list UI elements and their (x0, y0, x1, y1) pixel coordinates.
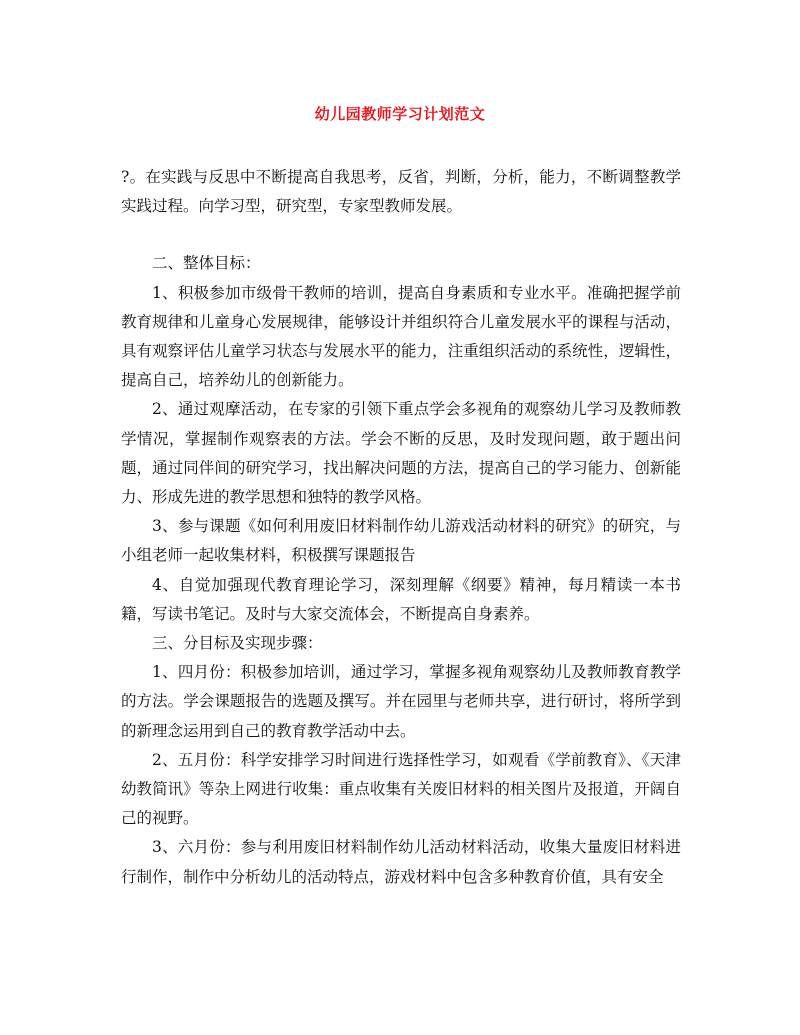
paragraph-goal-1: 1、积极参加市级骨干教师的培训，提高自身素质和专业水平。准确把握学前教育规律和儿童身心发展规律，能够设计并组织符合儿童发展水平的课程与活动，具有观察评估儿童学习状态与发展水平的能力，注重组织活动的系统性，逻辑性，提高自己，培养幼儿的创新能力。 (121, 283, 681, 390)
paragraph-june: 3、六月份：参与利用废旧材料制作幼儿活动材料活动，收集大量废旧材料进行制作，制作中分析幼儿的活动特点，游戏材料中包含多种教育价值，具有安全 (121, 838, 681, 886)
paragraph-goal-2: 2、通过观摩活动，在专家的引领下重点学会多视角的观察幼儿学习及教师教学情况，掌握制作观察表的方法。学会不断的反思，及时发现问题，敢于题出问题，通过同伴间的研究学习，找出解决问题的方法，提高自己的学习能力、创新能力、形成先进的教学思想和独特的教学风格。 (121, 400, 681, 507)
paragraph-goal-3: 3、参与课题《如何利用废旧材料制作幼儿游戏活动材料的研究》的研究，与小组老师一起收集材料，积极撰写课题报告 (121, 517, 681, 565)
document-title: 幼儿园教师学习计划范文 (314, 105, 486, 123)
paragraph-april: 1、四月份：积极参加培训，通过学习，掌握多视角观察幼儿及教师教育教学的方法。学会课题报告的选题及撰写。并在园里与老师共享，进行研讨，将所学到的新理念运用到自己的教育教学活动中去。 (121, 663, 681, 740)
paragraph-intro: ?。在实践与反思中不断提高自我思考，反省，判断，分析，能力，不断调整教学实践过程。向学习型，研究型，专家型教师发展。 (121, 168, 681, 216)
paragraph-may: 2、五月份：科学安排学习时间进行选择性学习，如观看《学前教育》、《天津幼教简讯》等杂上网进行收集：重点收集有关废旧材料的相关图片及报道，开阔自己的视野。 (121, 750, 681, 828)
document-body (121, 163, 681, 892)
heading-overall-goals: 二、整体目标： (152, 254, 261, 273)
paragraph-gap (121, 221, 681, 249)
heading-sub-goals: 三、分目标及实现步骤： (152, 634, 323, 653)
paragraph-goal-4: 4、自觉加强现代教育理论学习，深刻理解《纲要》精神，每月精读一本书籍，写读书笔记。及时与大家交流体会，不断提高自身素养。 (121, 575, 681, 623)
